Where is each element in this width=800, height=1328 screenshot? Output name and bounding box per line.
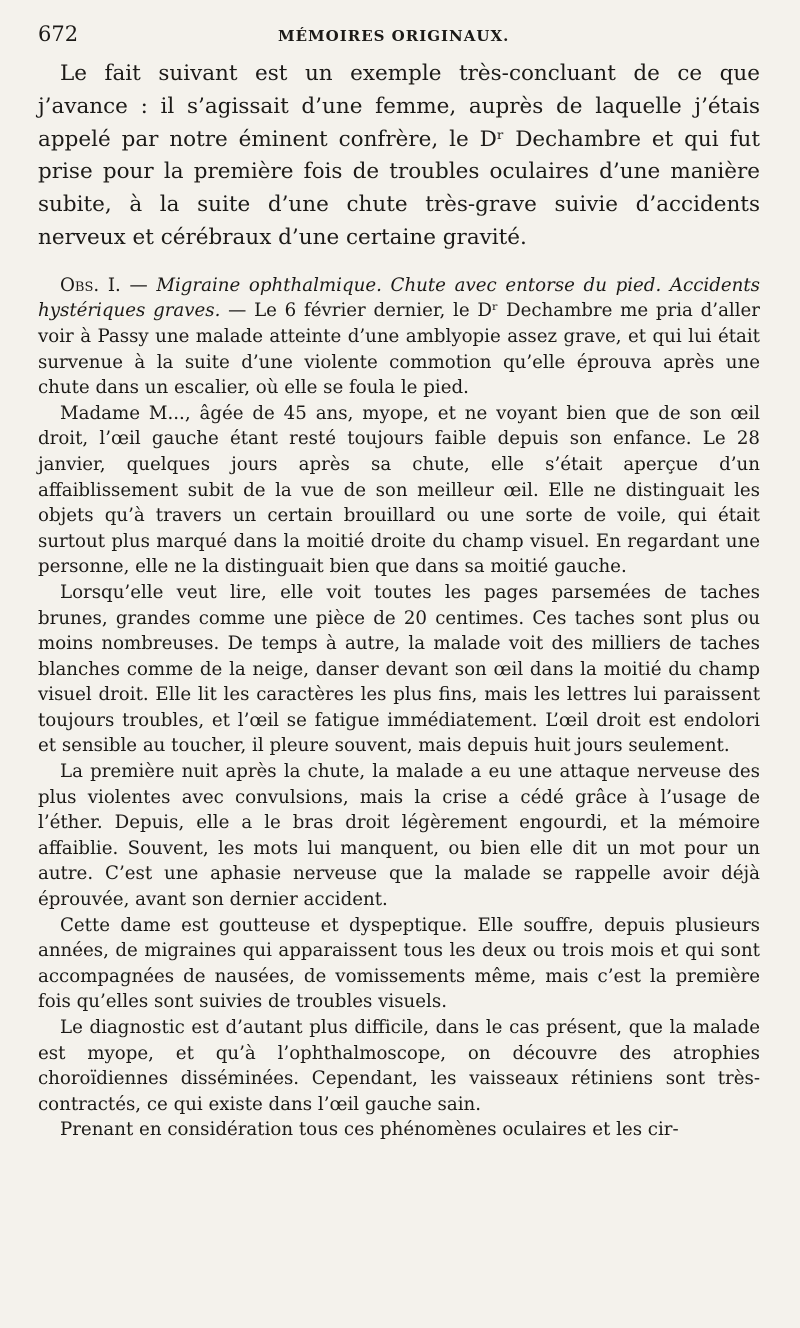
observation-dash: — [120, 274, 157, 296]
body-paragraph: Cette dame est goutteuse et dyspeptique. Elle souffre, depuis plusieurs années, de migraines qui apparaissent tous les deux ou trois mois et qui sont accompagnées de nausées, de vomissements même, mais c’est la première fois qu’elles sont suivies de troubles visuels. [38, 914, 760, 1013]
observation-intro-text: — Le 6 février dernier, le Dʳ Dechambre me pria d’aller voir à Passy une malade atteinte d’une amblyopie assez grave, et qui lui était survenue à la suite d’une violente commotion qu’elle éprouva après une chute dans un escalier, où elle se foula le pied. [38, 300, 760, 399]
running-head [38, 22, 760, 58]
lead-section [38, 58, 760, 255]
body-paragraph: La première nuit après la chute, la malade a eu une attaque nerveuse des plus violentes avec convulsions, mais la crise a cédé grâce à l’usage de l’éther. Depuis, elle a le bras droit légèrement engourdi, et la mémoire affaiblie. Souvent, les mots lui manquent, ou bien elle dit un mot pour un autre. C’est une aphasie nerveuse que la malade se rappelle avoir déjà éprouvée, avant son dernier accident. [38, 761, 760, 911]
observation-intro-paragraph [38, 273, 760, 401]
page-number: 672 [38, 22, 79, 46]
lead-paragraph: Le fait suivant est un exemple très-concluant de ce que j’avance : il s’agissait d’une femme, auprès de laquelle j’étais appelé par notre éminent confrère, le Dʳ Dechambre et qui fut prise pour la première fois de troubles oculaires d’une manière subite, à la suite d’une chute très-grave suivie d’accidents nerveux et cérébraux d’une certaine gravité. [38, 61, 760, 250]
observation-section [38, 273, 760, 1143]
observation-title: Migraine ophthalmique. Chute avec entorse du pied. Accidents hystériques graves. [38, 274, 760, 322]
observation-label: Obs. I. [60, 274, 121, 296]
body-paragraph: Prenant en considération tous ces phénomènes oculaires et les cir- [60, 1119, 679, 1141]
body-paragraph: Madame M..., âgée de 45 ans, myope, et ne voyant bien que de son œil droit, l’œil gauche étant resté toujours faible depuis son enfance. Le 28 janvier, quelques jours après sa chute, elle s’était aperçue d’un affaiblissement subit de la vue de son meilleur œil. Elle ne distinguait les objets qu’à travers un certain brouillard ou une sorte de voile, qui était surtout plus marqué dans la moitié droite du champ visuel. En regardant une personne, elle ne la distinguait bien que dans sa moitié gauche. [38, 402, 760, 578]
header-title: MÉMOIRES ORIGINAUX. [278, 27, 510, 45]
body-paragraph: Le diagnostic est d’autant plus difficile, dans le cas présent, que la malade est myope, et qu’à l’ophthalmoscope, on découvre des atrophies choroïdiennes disséminées. Cependant, les vaisseaux rétiniens sont très-contractés, ce qui existe dans l’œil gauche sain. [38, 1017, 760, 1115]
body-paragraph: Lorsqu’elle veut lire, elle voit toutes les pages parsemées de taches brunes, grandes comme une pièce de 20 centimes. Ces taches sont plus ou moins nombreuses. De temps à autre, la malade voit des milliers de taches blanches comme de la neige, danser devant son œil dans la moitié du champ visuel droit. Elle lit les caractères les plus fins, mais les lettres lui paraissent toujours troubles, et l’œil se fatigue immédiatement. L’œil droit est endolori et sensible au toucher, il pleure souvent, mais depuis huit jours seulement. [38, 581, 760, 757]
